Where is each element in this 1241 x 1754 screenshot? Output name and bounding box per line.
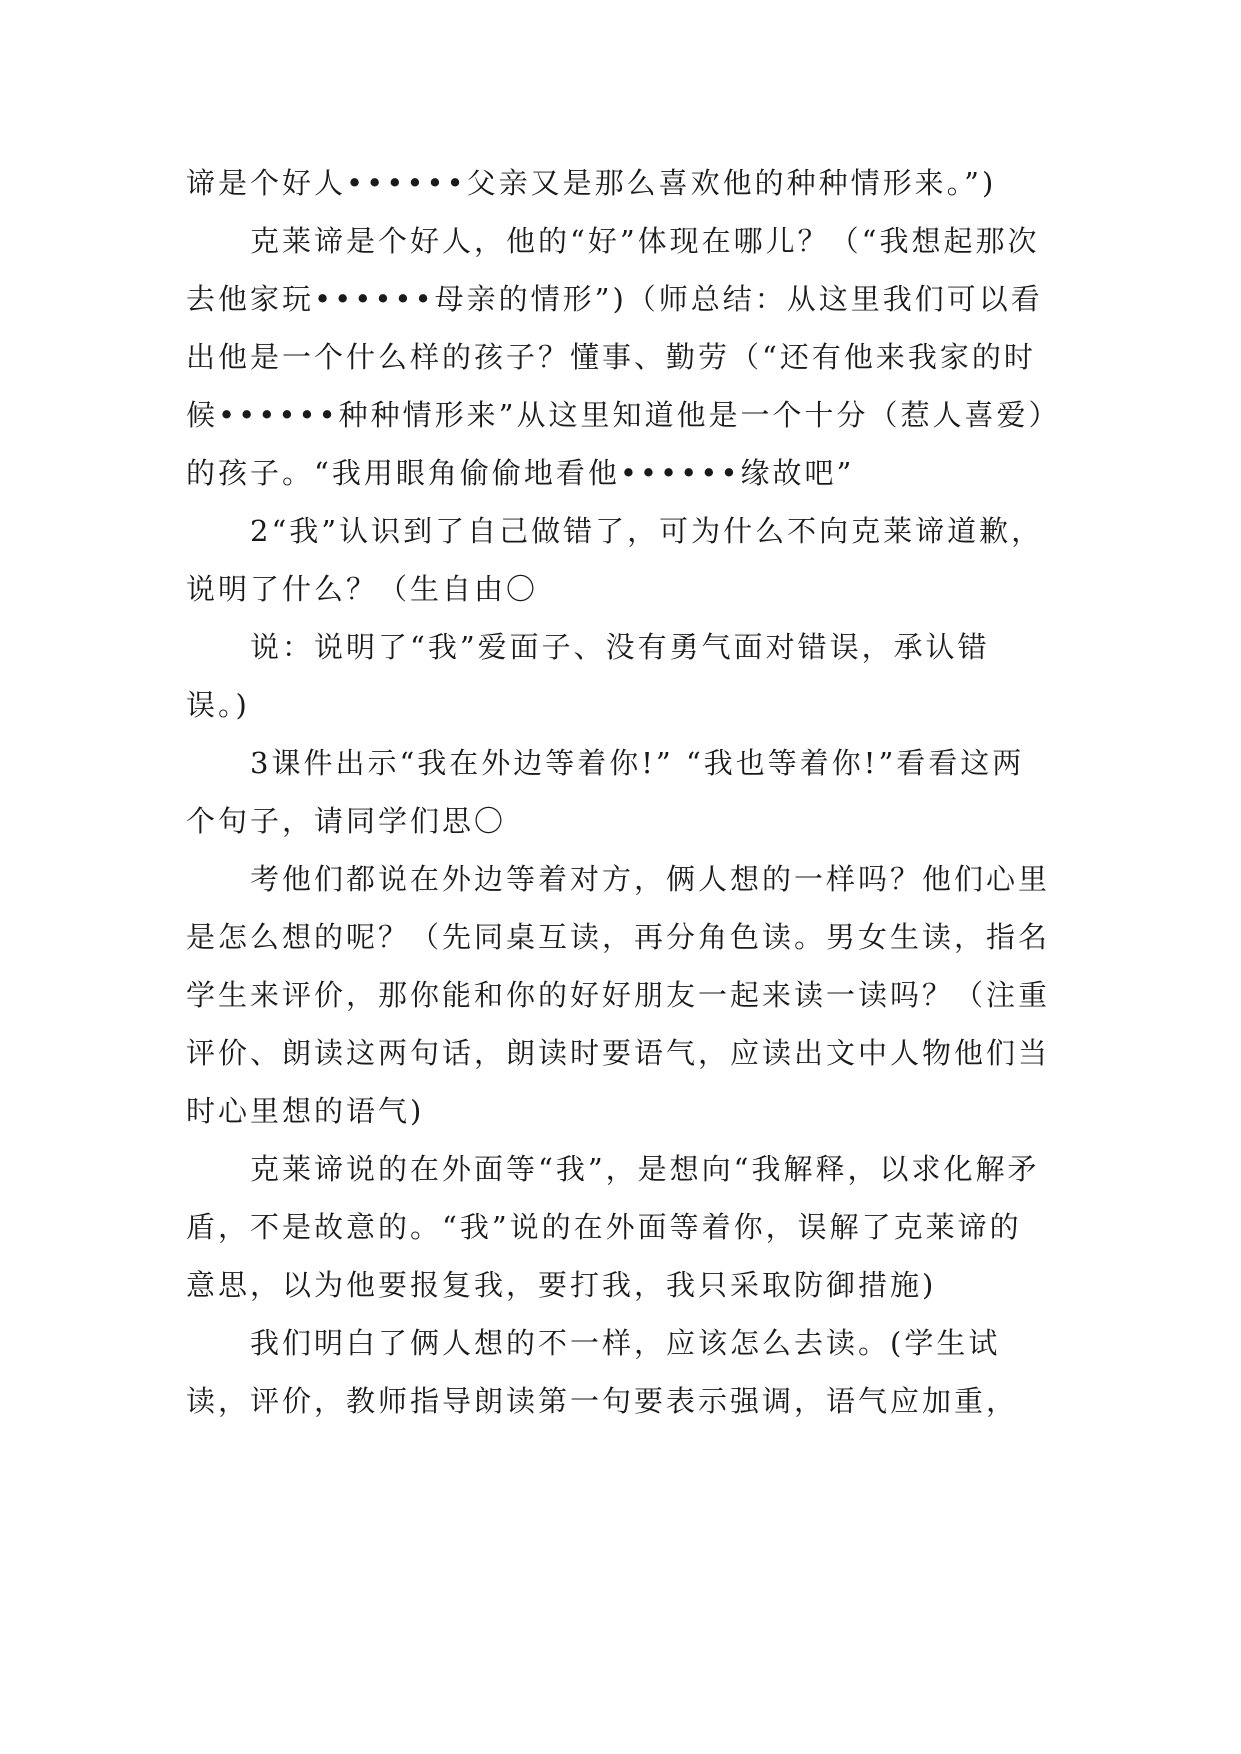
body-text bbox=[186, 154, 1050, 1430]
paragraph-4: 说：说明了“我”爱面子、没有勇气面对错误，承认错误。) bbox=[186, 630, 990, 722]
paragraph-1: 谛是个好人••••••父亲又是那么喜欢他的种种情形来。”) bbox=[186, 166, 997, 200]
paragraph-7: 克莱谛说的在外面等“我”，是想向“我解释，以求化解矛盾，不是故意的。“我”说的在外面等着你，误解了克莱谛的意思，以为他要报复我，要打我，我只采取防御措施) bbox=[186, 1152, 1040, 1302]
paragraph-5: 3课件出示“我在外边等着你!” “我也等着你!”看看这两个句子，请同学们思〇 bbox=[186, 746, 1025, 838]
paragraph-6: 考他们都说在外边等着对方，俩人想的一样吗？他们心里是怎么想的呢？（先同桌互读，再分角色读。男女生读，指名学生来评价，那你能和你的好好朋友一起来读一读吗？（注重评价、朗读这两句话，朗读时要语气，应读出文中人物他们当时心里想的语气) bbox=[186, 862, 1051, 1128]
paragraph-8: 我们明白了俩人想的不一样，应该怎么去读。(学生试读，评价，教师指导朗读第一句要表示强调，语气应加重， bbox=[186, 1326, 1019, 1418]
paragraph-2: 克莱谛是个好人，他的“好”体现在哪儿？（“我想起那次去他家玩••••••母亲的情形”)（师总结：从这里我们可以看出他是一个什么样的孩子？懂事、勤劳（“还有他来我家的时候••••••种种情形来”从这里知道他是一个十分（惹人喜爱）的孩子。“我用眼角偷偷地看他••••••缘故吧” bbox=[186, 224, 1046, 490]
paragraph-3: 2“我”认识到了自己做错了，可为什么不向克莱谛道歉，说明了什么？（生自由〇 bbox=[186, 514, 1044, 606]
